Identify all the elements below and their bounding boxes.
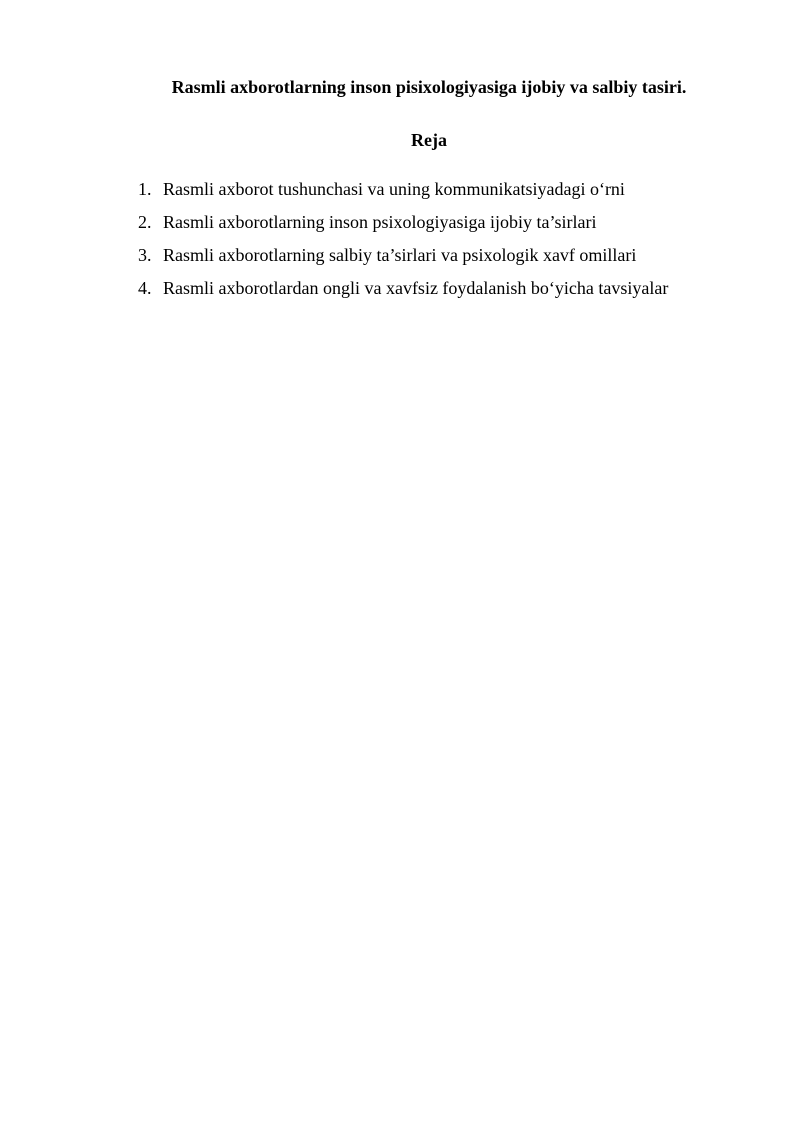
plan-item-text: Rasmli axborotlarning salbiy ta’sirlari va psixologik xavf omillari [163, 245, 637, 265]
plan-item [138, 211, 668, 233]
plan-item-number: 1. [138, 179, 152, 199]
plan-item [138, 277, 668, 299]
plan-list [138, 178, 668, 310]
plan-item-text: Rasmli axborot tushunchasi va uning kommunikatsiyadagi o‘rni [163, 179, 625, 199]
plan-heading: Reja [411, 130, 447, 150]
plan-item-number: 3. [138, 245, 152, 265]
plan-item [138, 244, 668, 266]
plan-item [138, 178, 668, 200]
plan-item-text: Rasmli axborotlarning inson psixologiyasiga ijobiy ta’sirlari [163, 212, 597, 232]
document-title: Rasmli axborotlarning inson pisixologiyasiga ijobiy va salbiy tasiri. [171, 77, 687, 97]
plan-item-number: 4. [138, 278, 152, 298]
plan-item-text: Rasmli axborotlardan ongli va xavfsiz foydalanish bo‘yicha tavsiyalar [163, 278, 669, 298]
plan-item-number: 2. [138, 212, 152, 232]
